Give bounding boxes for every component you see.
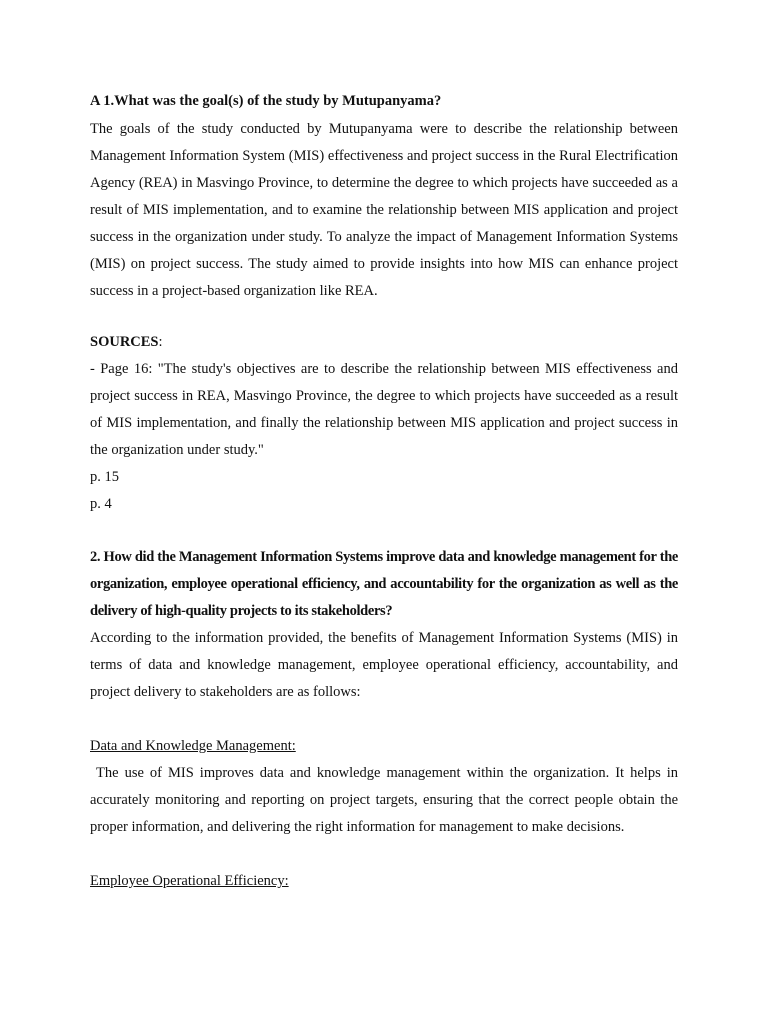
question-2-heading: 2. How did the Management Information Systems improve data and knowledge management for the organization, employee operational efficiency, and accountability for the organization as well as the delivery of high-quality projects to its stakeholders? — [90, 549, 678, 619]
question-2-intro: According to the information provided, the benefits of Management Information Systems (MIS) in terms of data and knowledge management, employee operational efficiency, accountability, and project delivery to stakeholders are as follows: — [90, 630, 678, 700]
data-knowledge-body: The use of MIS improves data and knowledge management within the organization. It helps in accurately monitoring and reporting on project targets, ensuring that the correct people obtain the proper information, and delivering the right information for management to make decisions. — [90, 765, 682, 835]
sources-colon: : — [158, 334, 163, 350]
question-1-answer: The goals of the study conducted by Mutupanyama were to describe the relationship between Management Information System (MIS) effectiveness and project success in the Rural Electrification Agency (REA) in Masvingo Province, to determine the degree to which projects have succeeded as a result of MIS implementation, and to examine the relationship between MIS application and project success in the organization under study. To analyze the impact of Management Information Systems (MIS) on project success. The study aimed to provide insights into how MIS can enhance project success in a project-based organization like REA. — [90, 121, 678, 299]
employee-efficiency-heading: Employee Operational Efficiency: — [90, 873, 289, 889]
question-1-heading: A 1.What was the goal(s) of the study by Mutupanyama? — [90, 93, 442, 109]
page-reference: p. 15 — [90, 469, 119, 485]
data-knowledge-heading: Data and Knowledge Management: — [90, 738, 296, 754]
sources-label: SOURCES — [90, 334, 159, 350]
sources-heading — [90, 329, 678, 356]
page-reference: p. 4 — [90, 496, 112, 512]
sources-quote: - Page 16: "The study's objectives are to describe the relationship between MIS effectiveness and project success in REA, Masvingo Province, the degree to which projects have succeeded as a result of MIS implementation, and finally the relationship between MIS application and project success in the organization under study." — [90, 361, 678, 458]
